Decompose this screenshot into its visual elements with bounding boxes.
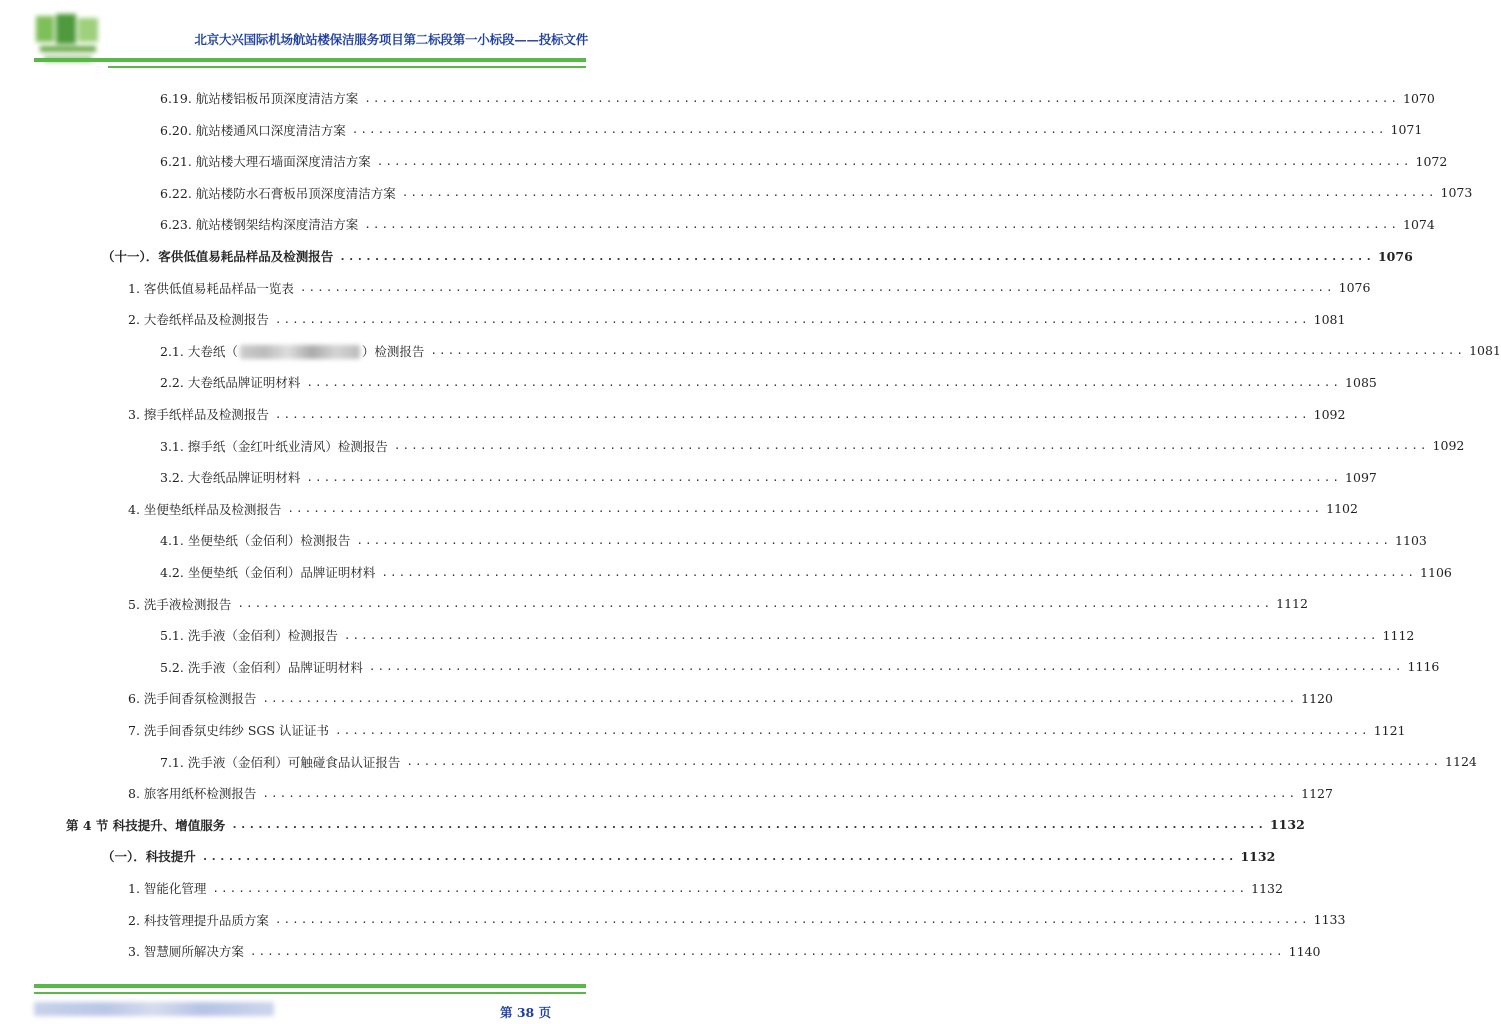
toc-entry: [160, 87, 1435, 109]
toc-entry-page-number: 1124: [1445, 754, 1477, 770]
toc-entry-page-number: 1081: [1313, 311, 1346, 327]
toc-dot-leader: ........................................................................................................................: [249, 944, 1285, 958]
toc-entry: [160, 466, 1377, 488]
toc-entry-title: 3. 擦手纸样品及检测报告: [128, 407, 269, 422]
toc-entry-title: （一）．科技提升: [102, 849, 196, 865]
toc-entry-title: [160, 342, 424, 360]
toc-entry-page-number: 1092: [1432, 438, 1465, 454]
toc-entry-title: 6. 洗手间香氛检测报告: [128, 691, 257, 707]
toc-entry-page-number: 1102: [1326, 501, 1358, 517]
toc-entry: [128, 498, 1358, 520]
toc-entry-title: 6.19. 航站楼铝板吊顶深度清洁方案: [160, 91, 359, 106]
toc-entry: [128, 719, 1406, 741]
toc-entry: [128, 909, 1346, 931]
toc-entry-page-number: 1070: [1403, 90, 1435, 106]
toc-entry: [128, 403, 1346, 425]
toc-entry: [128, 782, 1333, 804]
toc-entry: [160, 213, 1435, 235]
toc-dot-leader: ........................................................................................................................: [201, 849, 1237, 863]
toc-entry-title: 7. 洗手间香氛史纬纱 SGS 认证证书: [128, 723, 329, 738]
toc-entry-title: 2. 大卷纸样品及检测报告: [128, 312, 269, 328]
toc-entry-page-number: 1103: [1395, 532, 1427, 548]
toc-dot-leader: ........................................................................................................................: [212, 881, 1248, 895]
toc-entry-page-number: 1106: [1420, 564, 1452, 580]
toc-entry-title: 2.2. 大卷纸品牌证明材料: [160, 375, 301, 391]
toc-entry-title: 4.2. 坐便垫纸（金佰利）品牌证明材料: [160, 565, 376, 580]
toc-dot-leader: ........................................................................................................................: [339, 249, 1374, 263]
toc-dot-leader: ........................................................................................................................: [237, 597, 1273, 611]
toc-entry: [128, 308, 1346, 330]
toc-dot-leader: ........................................................................................................................: [381, 565, 1417, 579]
toc-entry-page-number: 1132: [1251, 880, 1283, 896]
toc-entry: [160, 150, 1448, 172]
toc-entry: [160, 656, 1440, 678]
toc-dot-leader: ........................................................................................................................: [351, 123, 1387, 137]
toc-entry: [160, 561, 1452, 583]
toc-entry-title: 第 4 节 科技提升、增值服务: [66, 817, 226, 833]
toc-entry: [160, 435, 1465, 457]
toc-dot-leader: ........................................................................................................................: [368, 660, 1404, 674]
toc-entry-page-number: 1081: [1469, 343, 1501, 359]
toc-entry-title: （十一）．客供低值易耗品样品及检测报告: [102, 249, 334, 264]
toc-entry-page-number: 1071: [1390, 122, 1423, 138]
toc-entry-page-number: 1072: [1415, 153, 1448, 169]
toc-entry-title: 6.22. 航站楼防水石膏板吊顶深度清洁方案: [160, 185, 396, 201]
toc-entry: [102, 245, 1413, 267]
toc-entry: [160, 119, 1423, 141]
toc-entry-title: 5.2. 洗手液（金佰利）品牌证明材料: [160, 659, 363, 675]
toc-entry-page-number: 1120: [1301, 690, 1333, 706]
toc-entry-page-number: 1133: [1313, 912, 1346, 928]
toc-entry-title: 2. 科技管理提升品质方案: [128, 912, 269, 928]
toc-entry-page-number: 1112: [1276, 596, 1308, 612]
toc-entry: [66, 814, 1305, 836]
toc-dot-leader: ........................................................................................................................: [231, 818, 1266, 832]
toc-entry-title: 4.1. 坐便垫纸（金佰利）检测报告: [160, 533, 351, 549]
toc-entry-page-number: 1127: [1301, 785, 1333, 801]
toc-entry-page-number: 1076: [1338, 280, 1371, 296]
toc-dot-leader: ........................................................................................................................: [274, 913, 1310, 927]
toc-entry: [128, 877, 1283, 899]
toc-entry: [160, 529, 1427, 551]
toc-entry-title: 1. 客供低值易耗品样品一览表: [128, 280, 294, 296]
toc-entry: [160, 751, 1477, 773]
toc-dot-leader: ........................................................................................................................: [274, 407, 1310, 421]
toc-dot-leader: ........................................................................................................................: [262, 786, 1298, 800]
toc-dot-leader: ........................................................................................................................: [334, 723, 1370, 737]
toc-dot-leader: ........................................................................................................................: [262, 691, 1298, 705]
document-header-title: 北京大兴国际机场航站楼保洁服务项目第二标段第一小标段——投标文件: [194, 32, 588, 47]
toc-dot-leader: ........................................................................................................................: [274, 312, 1310, 326]
toc-entry: [128, 687, 1333, 709]
toc-dot-leader: ........................................................................................................................: [393, 439, 1429, 453]
toc-entry-title: 4. 坐便垫纸样品及检测报告: [128, 501, 282, 517]
toc-entry-title: 7.1. 洗手液（金佰利）可触碰食品认证报告: [160, 754, 401, 770]
toc-entry-page-number: 1073: [1440, 185, 1473, 201]
toc-dot-leader: ........................................................................................................................: [364, 217, 1399, 231]
toc-entry-page-number: 1074: [1403, 216, 1435, 232]
toc-entry: [160, 340, 1501, 362]
header-rule-top: [34, 58, 586, 62]
toc-dot-leader: ........................................................................................................................: [287, 502, 1323, 516]
toc-entry: [160, 182, 1473, 204]
toc-entry-title: 3.1. 擦手纸（金红叶纸业清风）检测报告: [160, 438, 388, 454]
toc-entry: [128, 593, 1308, 615]
toc-dot-leader: ........................................................................................................................: [299, 281, 1335, 295]
toc-entry-title: 5.1. 洗手液（金佰利）检测报告: [160, 628, 338, 644]
toc-dot-leader: ........................................................................................................................: [406, 755, 1442, 769]
toc-dot-leader: ........................................................................................................................: [401, 186, 1437, 200]
toc-dot-leader: ........................................................................................................................: [430, 344, 1466, 358]
toc-entry-title-end: ）检测报告: [361, 343, 425, 359]
toc-dot-leader: ........................................................................................................................: [356, 533, 1392, 547]
toc-entry-title: 3.2. 大卷纸品牌证明材料: [160, 470, 301, 486]
toc-entry-page-number: 1140: [1288, 943, 1321, 959]
toc-entry-title: 3. 智慧厕所解决方案: [128, 944, 244, 960]
toc-dot-leader: ........................................................................................................................: [376, 154, 1412, 168]
toc-entry-title: 6.20. 航站楼通风口深度清洁方案: [160, 122, 346, 138]
toc-entry-title: 6.23. 航站楼钢架结构深度清洁方案: [160, 217, 359, 233]
toc-entry: [128, 277, 1371, 299]
toc-entry-title-start: 2.1. 大卷纸（: [160, 343, 238, 359]
footer-rule-top: [34, 984, 586, 988]
toc-entry-title: 5. 洗手液检测报告: [128, 596, 232, 612]
toc-entry-page-number: 1092: [1313, 406, 1346, 422]
toc-entry-title: 6.21. 航站楼大理石墙面深度清洁方案: [160, 154, 371, 170]
footer-rule-bottom: [34, 992, 586, 994]
toc-entry: [160, 624, 1415, 646]
redacted-brand-name: [240, 345, 360, 359]
toc-dot-leader: ........................................................................................................................: [306, 375, 1342, 389]
toc-dot-leader: ........................................................................................................................: [364, 91, 1399, 105]
toc-dot-leader: ........................................................................................................................: [306, 470, 1342, 484]
toc-entry-page-number: 1132: [1240, 848, 1276, 864]
page-number: 第 38 页: [500, 1005, 552, 1020]
toc-entry: [128, 940, 1321, 962]
toc-entry-page-number: 1097: [1345, 469, 1377, 485]
toc-entry-page-number: 1132: [1269, 817, 1305, 833]
toc-entry-page-number: 1112: [1382, 627, 1415, 643]
toc-dot-leader: ........................................................................................................................: [343, 628, 1379, 642]
toc-entry-title: 8. 旅客用纸杯检测报告: [128, 786, 257, 802]
toc-entry: [102, 845, 1276, 867]
header-rule-bottom: [108, 66, 586, 68]
footer-company-text-redacted: [34, 1002, 274, 1016]
toc-entry: [160, 371, 1377, 393]
toc-entry-title: 1. 智能化管理: [128, 881, 207, 896]
toc-entry-page-number: 1076: [1377, 248, 1413, 264]
toc-entry-page-number: 1121: [1373, 722, 1406, 738]
toc-entry-page-number: 1085: [1345, 374, 1377, 390]
toc-entry-page-number: 1116: [1407, 659, 1440, 675]
